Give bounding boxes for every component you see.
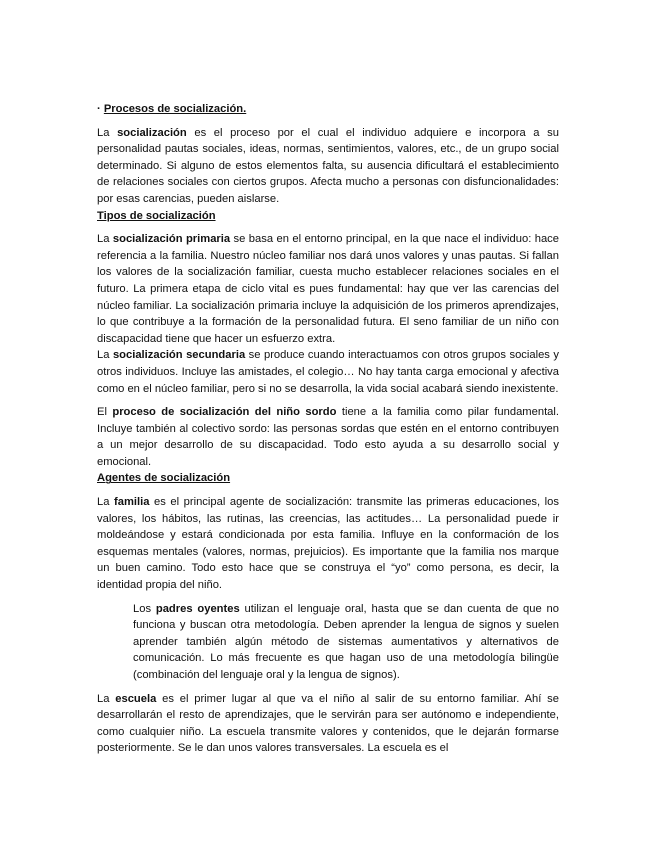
escuela-text: es el primer lugar al que va el niño al salir de su entorno familiar. Ahí se desarrollarán el resto de aprendizajes, que le servirán para ser autónomo e independiente, como cualquier niño. La escuela transmite valores y contenidos, que le dejarán formarse posteriormente. Se le dan unos valores transversales. La escuela es el: [97, 692, 559, 755]
section-title: [97, 101, 559, 118]
intro-text: es el proceso por el cual el individuo adquiere e incorpora a su personalidad pautas sociales, ideas, normas, sentimientos, valores, etc., de un grupo social determinado. Si alguno de estos elementos falta, su ausencia dificultará el establecimiento de relaciones sociales con ciertos grupos. Afecta mucho a personas con disfuncionalidades: por esas carencias, pueden aislarse.: [97, 126, 559, 205]
document-body: [97, 101, 559, 757]
primaria-text: se basa en el entorno principal, en la que nace el individuo: hace referencia a la familia. Nuestro núcleo familiar nos dará unos valores y unas pautas. Si fallan los valores de la socialización familiar, cuesta mucho establecer relaciones sociales en el futuro. La primera etapa de ciclo vital es pues fundamental: hay que ver las carencias del núcleo familiar. La socialización primaria incluye la adquisición de los primeros aprendizajes, lo que contribuye a la formación de la personalidad futura. El seno familiar de un niño con discapacidad tiene que hacer un esfuerzo extra.: [97, 233, 559, 345]
sordo-text: tiene a la familia como pilar fundamental. Incluye también al colectivo sordo: las personas sordas que estén en el entorno contribuyen a un mejor desarrollo de su discapacidad. Todo esto ayuda a su desarrollo social y emocional.: [97, 406, 559, 468]
secundaria-term: socialización secundaria: [112, 349, 246, 362]
escuela-pre: La: [97, 692, 116, 705]
familia-pre: La: [97, 496, 114, 509]
secundaria-text: se produce cuando interactuamos con otros grupos sociales y otros individuos. Incluye las amistades, el colegio… No hay tanta carga emocional y afectiva como en el núcleo familiar, pero si no se desarrolla, la vida social acabará siendo inexistente.: [97, 349, 559, 395]
sordo-pre: El: [97, 406, 113, 419]
intro-term: socialización: [117, 126, 187, 139]
primaria-paragraph: [97, 231, 559, 347]
section-title-text: Procesos de socialización.: [103, 103, 247, 115]
padres-term: padres oyentes: [155, 602, 240, 615]
padres-text: utilizan el lenguaje oral, hasta que se dan cuenta de que no funciona y buscan otra metodología. Deben aprender la lengua de signos y suelen aprender también algún método de sistemas aumentativos y alternativos de comunicación. Lo más frecuente es que hagan uso de una metodología bilingüe (combinación del lenguaje oral y la lengua de signos).: [133, 602, 559, 681]
sordo-term: proceso de socialización del niño sordo: [112, 406, 337, 419]
agentes-heading: Agentes de socialización: [97, 472, 231, 485]
primaria-pre: La: [97, 233, 113, 246]
section-bullet: ·: [97, 103, 104, 115]
padres-pre: Los: [133, 602, 156, 615]
familia-text: es el principal agente de socialización: transmite las primeras educaciones, los valores, los hábitos, las rutinas, las creencias, las actitudes… La personalidad puede ir moldeándose y estará condicionada por esta familia. Influye en la conformación de los esquemas mentales (valores, normas, prejuicios). Es importante que la familia nos marque un buen camino. Todo esto hace que se construya el “yo” como persona, es decir, la identidad propia del niño.: [97, 496, 559, 592]
tipos-heading: Tipos de socialización: [97, 209, 216, 222]
secundaria-pre: La: [97, 349, 113, 362]
familia-term: familia: [114, 496, 150, 509]
secundaria-paragraph: [97, 347, 559, 397]
intro-paragraph: [97, 125, 559, 208]
sordo-paragraph: [97, 404, 559, 470]
familia-paragraph: [97, 494, 559, 594]
primaria-term: socialización primaria: [112, 233, 231, 246]
escuela-term: escuela: [115, 692, 157, 705]
escuela-paragraph: [97, 691, 559, 757]
intro-pre: La: [97, 126, 118, 139]
padres-paragraph: [133, 601, 559, 684]
